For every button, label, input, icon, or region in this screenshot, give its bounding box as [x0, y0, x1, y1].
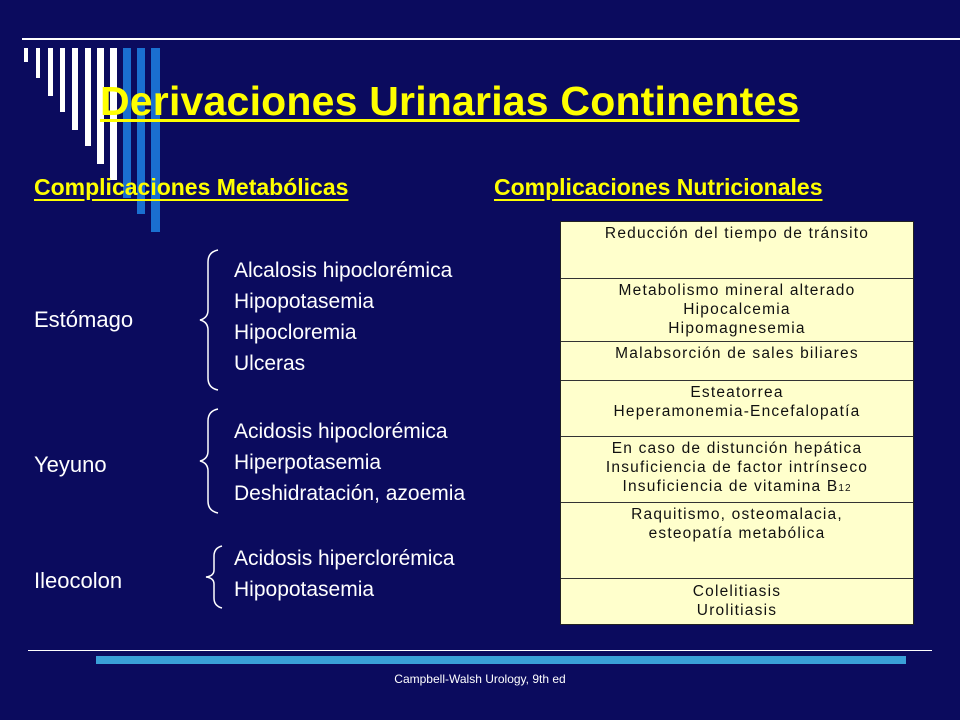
table-row — [561, 341, 913, 380]
table-row — [561, 502, 913, 578]
brace-ileocolon — [204, 544, 224, 610]
table-row — [561, 278, 913, 341]
table-cell-line: Raquitismo, osteomalacia, — [631, 506, 843, 523]
metabolic-item: Hiperpotasemia — [234, 451, 382, 474]
table-row — [561, 436, 913, 502]
organ-label-stomach: Estómago — [34, 307, 134, 332]
metabolic-group-jejunum — [234, 416, 465, 509]
table-cell-line: Urolitiasis — [696, 602, 778, 619]
table-row — [561, 380, 913, 436]
brace-jejunum — [198, 407, 220, 515]
metabolic-item: Alcalosis hipoclorémica — [234, 259, 453, 282]
metabolic-header: Complicaciones Metabólicas — [34, 174, 349, 200]
metabolic-item: Acidosis hipoclorémica — [234, 420, 448, 443]
table-cell-text: Insuficiencia de vitamina B — [622, 478, 839, 495]
brace-stomach — [198, 248, 220, 392]
table-cell-line: Reducción del tiempo de tránsito — [604, 225, 870, 242]
table-cell-line: Metabolismo mineral alterado — [618, 282, 856, 299]
table-row — [561, 222, 913, 278]
subscript: 12 — [838, 483, 852, 494]
bottom-accent-bar — [96, 656, 906, 664]
nutritional-table — [560, 221, 914, 625]
metabolic-group-stomach — [234, 255, 452, 379]
nutritional-header: Complicaciones Nutricionales — [494, 174, 823, 200]
metabolic-item: Deshidratación, azoemia — [234, 482, 466, 505]
metabolic-item: Hipocloremia — [234, 321, 357, 344]
table-cell-line: esteopatía metabólica — [648, 525, 826, 542]
table-cell-line: Colelitiasis — [692, 583, 782, 600]
table-cell-line: Malabsorción de sales biliares — [615, 345, 859, 362]
table-cell-line: Hipomagnesemia — [668, 320, 806, 337]
organ-label-ileocolon: Ileocolon — [34, 568, 123, 593]
table-cell-line: Hipocalcemia — [683, 301, 791, 318]
metabolic-group-ileocolon — [234, 543, 455, 605]
top-divider — [22, 38, 960, 40]
table-cell-line: Insuficiencia de factor intrínseco — [605, 459, 869, 476]
metabolic-item: Acidosis hiperclorémica — [234, 547, 455, 570]
table-cell-line: Esteatorrea — [690, 384, 784, 401]
slide-title: Derivaciones Urinarias Continentes — [100, 78, 800, 124]
bottom-divider — [28, 650, 932, 651]
metabolic-item: Hipopotasemia — [234, 290, 375, 313]
table-cell-line — [561, 477, 913, 498]
footer-citation: Campbell-Walsh Urology, 9th ed — [394, 672, 566, 686]
table-row — [561, 578, 913, 624]
table-cell-line: En caso de distunción hepática — [611, 440, 863, 457]
organ-label-jejunum: Yeyuno — [34, 452, 107, 477]
table-cell-line: Heperamonemia-Encefalopatía — [613, 403, 861, 420]
metabolic-item: Ulceras — [234, 352, 306, 375]
metabolic-item: Hipopotasemia — [234, 578, 375, 601]
